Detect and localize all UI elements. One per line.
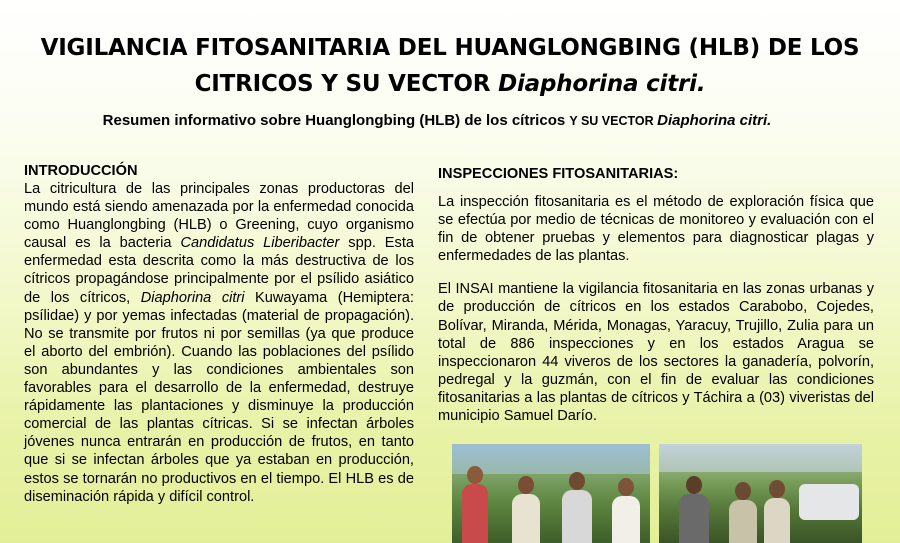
inspections-section xyxy=(438,165,874,440)
inspections-paragraph-1: La inspección fitosanitaria es el método de exploración física que se efectúa por medio de técnicas de monitoreo y evaluación con el fin de obtener pruebas y elementos para diagnosticar plagas y enfermedades de las plantas. xyxy=(438,194,874,265)
intro-italic-2: Diaphorina citri xyxy=(140,289,245,306)
subtitle-part-1: Resumen informativo sobre Huanglongbing (HLB) de los cítricos xyxy=(102,112,570,129)
introduction-heading: INTRODUCCIÓN xyxy=(24,163,138,179)
field-inspection-photo-2 xyxy=(659,444,862,543)
intro-text-1: La citricultura de las principales zonas productoras del mundo está siendo amenazada por la enfermedad conocida como Huanglongbing (HLB) o Greening, cuyo organismo causal es la bacteria xyxy=(24,181,414,252)
title-line-2 xyxy=(0,66,900,102)
title-species-name: Diaphorina citri. xyxy=(498,71,706,97)
inspections-heading: INSPECCIONES FITOSANITARIAS: xyxy=(438,166,679,182)
subtitle-part-2: Y SU VECTOR xyxy=(569,114,658,128)
title-line-2-text: CITRICOS Y SU VECTOR xyxy=(194,71,499,97)
introduction-text xyxy=(24,180,414,506)
title-line-1: VIGILANCIA FITOSANITARIA DEL HUANGLONGBING (HLB) DE LOS xyxy=(40,35,860,61)
intro-italic-1: Candidatus Liberibacter xyxy=(180,235,340,252)
introduction-section xyxy=(24,162,414,506)
inspections-paragraph-2: El INSAI mantiene la vigilancia fitosanitaria en las zonas urbanas y de producción de cítricos en los estados Carabobo, Cojedes, Bolívar, Miranda, Mérida, Monagas, Yaracuy, Trujillo, Zulia para un total de 886 inspecciones y en los estados Aragua se inspeccionaron 44 viveros de los sectores la ganadería, polvorín, pedregal y la guzmán, con el fin de evaluar las condiciones fitosanitarias a las plantas de cítricos y Táchira a (03) viveristas del municipio Samuel Darío. xyxy=(438,281,874,425)
document-title xyxy=(0,30,900,102)
field-inspection-photo-1 xyxy=(452,444,650,543)
intro-text-3: Kuwayama (Hemiptera: psílidae) y por yemas infectadas (material de propagación). No se transmite por frutos ni por semillas (ya que produce el aborto del embrión). Cuando las poblaciones del psílido son abundantes y las condiciones ambientales son favorables para el desarrollo de la enfermedad, destruye rápidamente las plantaciones y disminuye la producción comercial de las plantas cítricas. Si se infectan árboles jóvenes nunca entrarán en producción de frutos, en tanto que si se infectan árboles que ya estaban en producción, estos se tornarán no productivos en el tiempo. El HLB es de diseminación rápida y difícil control. xyxy=(24,289,414,505)
subtitle-species-name: Diaphorina citri. xyxy=(657,112,772,129)
intro-text-2: spp. Esta enfermedad esta descrita como la más destructiva de los cítricos propagándose principalmente por el psílido asiático de los cítricos, xyxy=(24,235,414,306)
document-subtitle xyxy=(0,111,874,131)
